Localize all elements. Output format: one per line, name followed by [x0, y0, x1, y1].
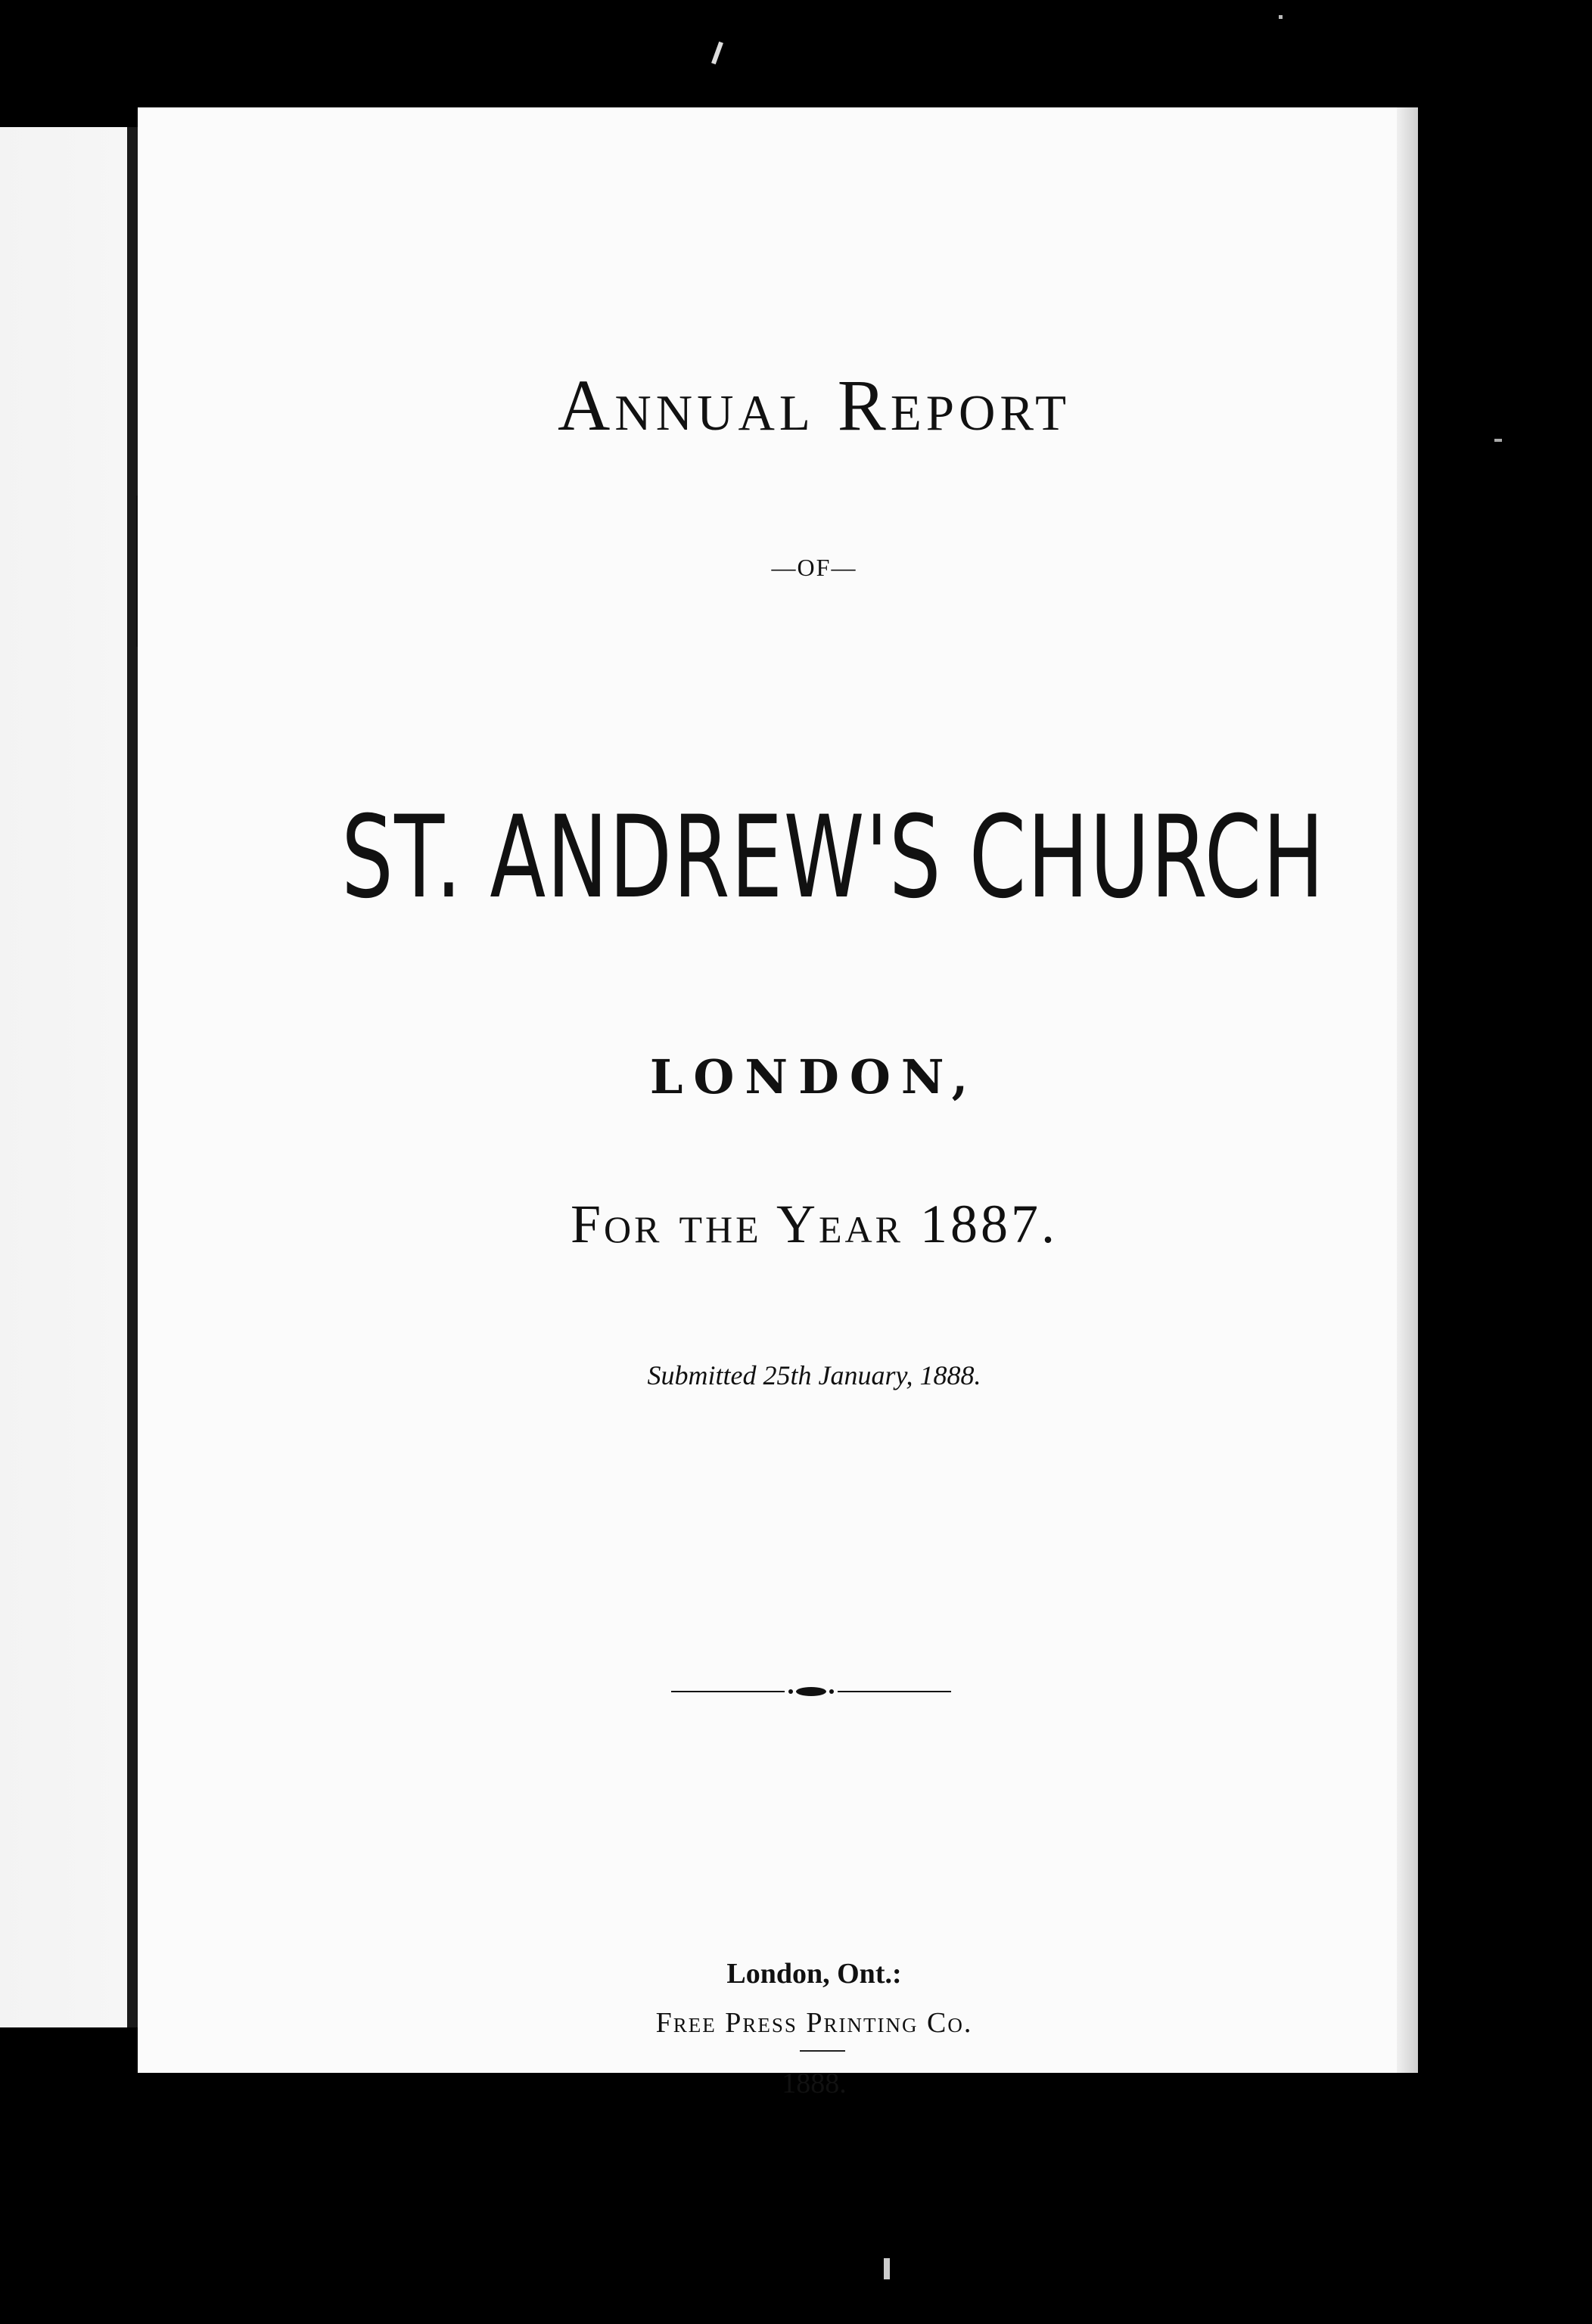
church-name: ST. ANDREW'S CHURCH: [341, 792, 1326, 924]
imprint-printer: Free Press Printing Co.: [655, 2007, 973, 2039]
imprint-year: 1888.: [782, 2068, 847, 2099]
ornamental-rule-icon: [671, 1686, 951, 1698]
report-title: Annual Report: [558, 365, 1071, 446]
binding-gutter: [127, 127, 138, 2027]
imprint-place: London, Ont.:: [726, 1958, 902, 1990]
imprint-divider: [800, 2050, 845, 2052]
place-heading: LONDON,: [649, 1049, 979, 1105]
title-connector: —OF—: [771, 554, 857, 581]
title-page: [138, 107, 1418, 2099]
submission-date: Submitted 25th January, 1888.: [647, 1360, 981, 1390]
report-period: For the Year 1887.: [570, 1194, 1059, 1254]
